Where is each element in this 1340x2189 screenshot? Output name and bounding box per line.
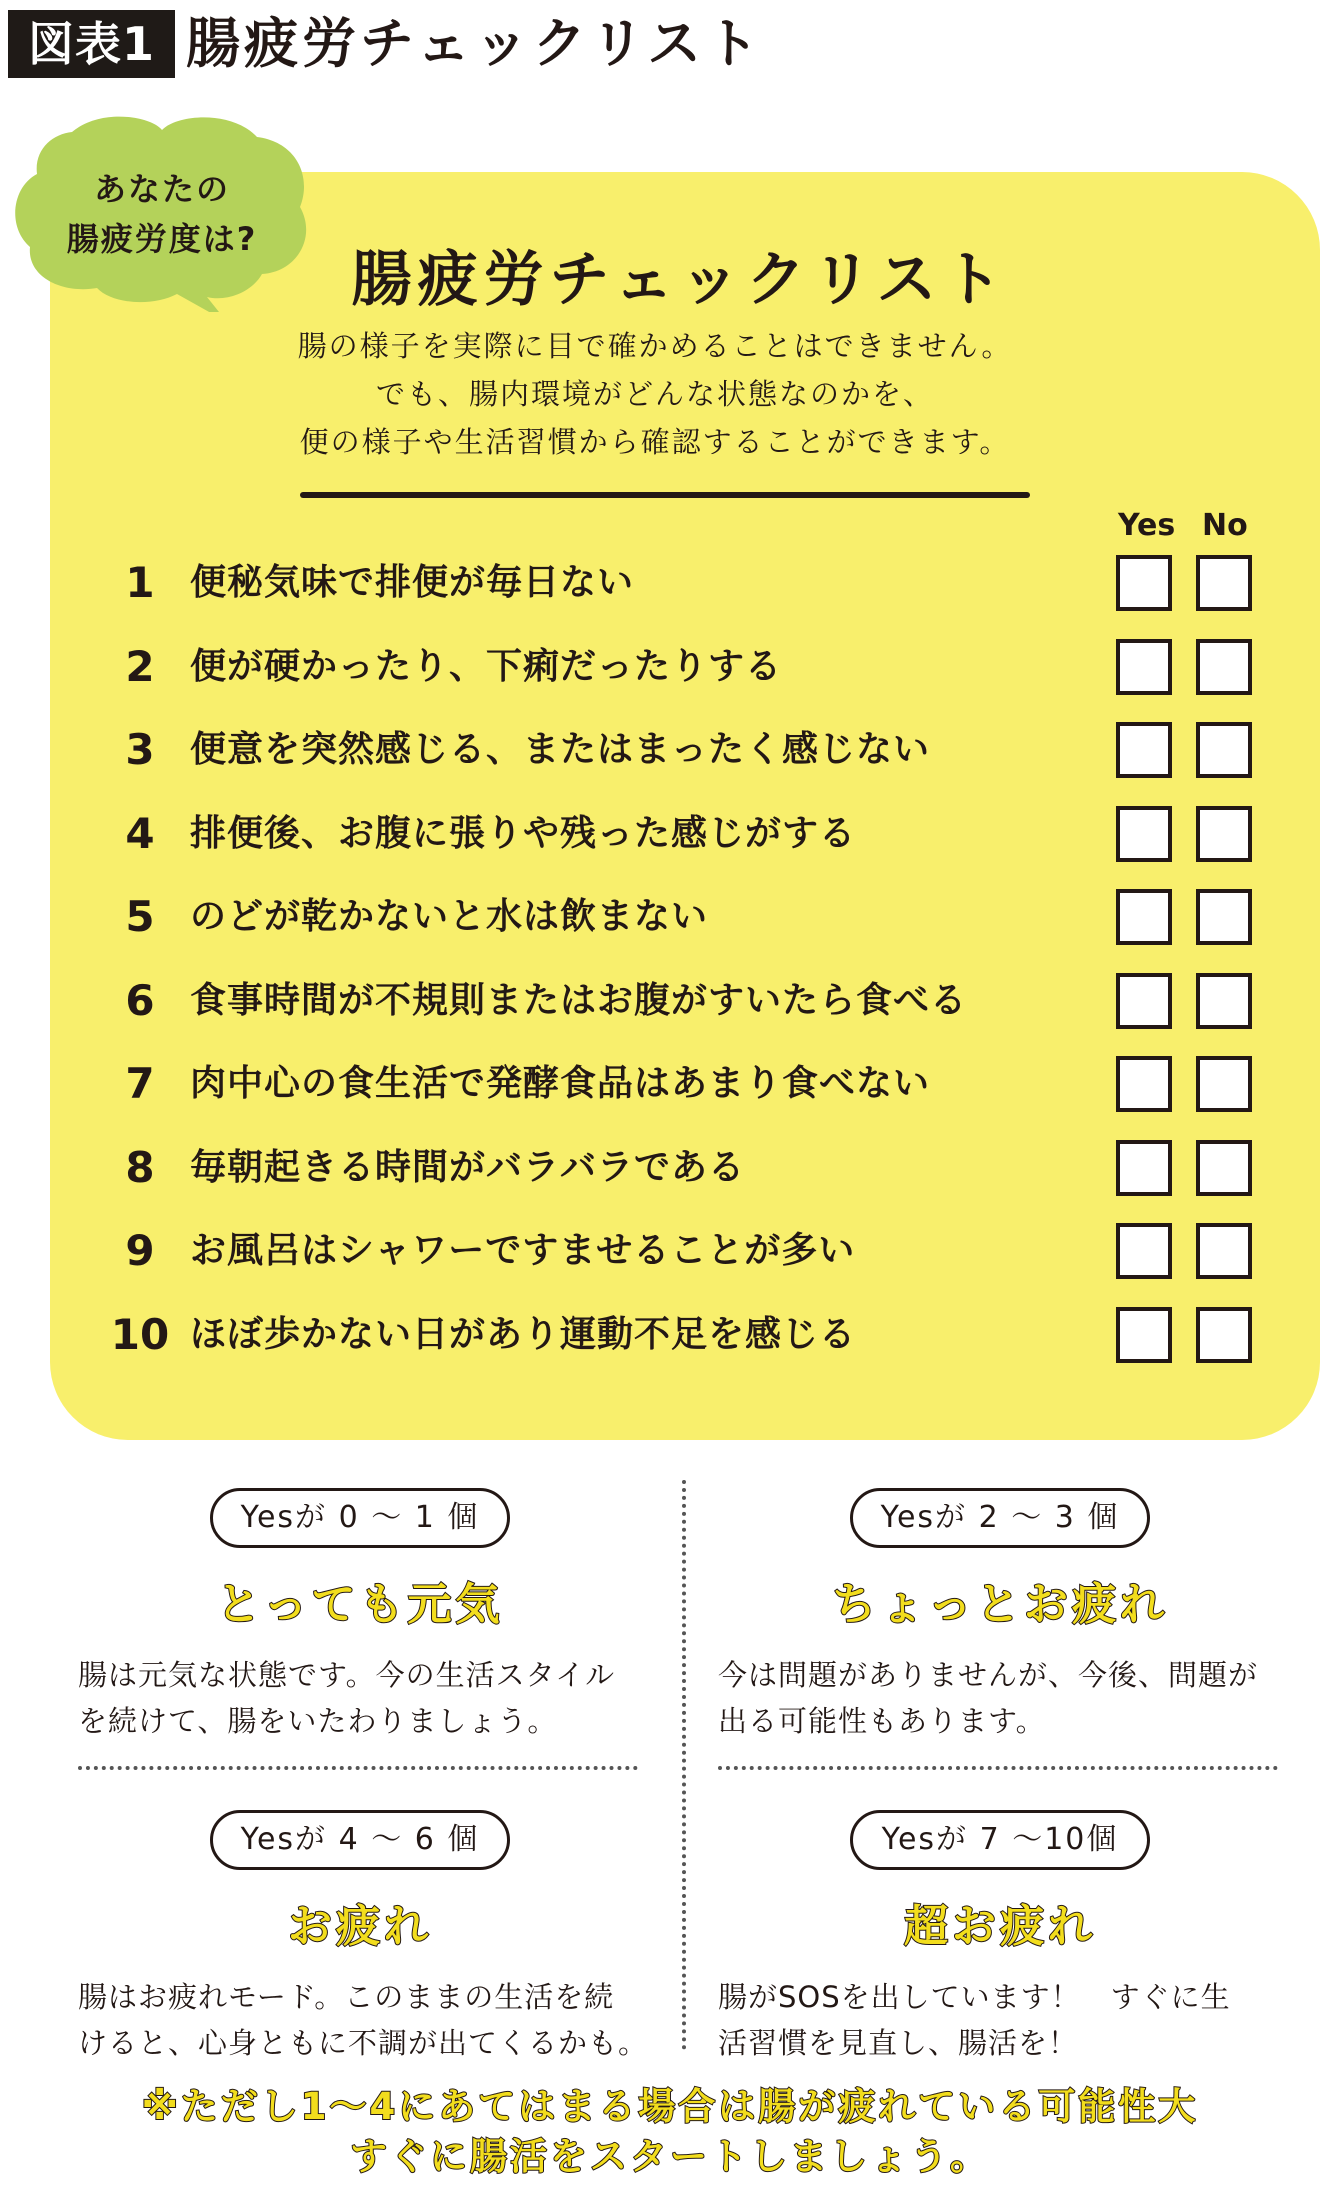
result-card [60, 1804, 660, 2104]
results-vertical-divider [682, 1480, 686, 2050]
bubble-line: 腸疲労度は? [66, 220, 258, 258]
result-card [700, 1804, 1300, 2104]
yes-checkbox[interactable] [1116, 889, 1172, 945]
result-range-badge: Yesが 0 ～ 1 個 [210, 1488, 510, 1548]
yes-checkbox[interactable] [1116, 1056, 1172, 1112]
no-checkbox[interactable] [1196, 1056, 1252, 1112]
yes-column-header: Yes [1118, 508, 1176, 543]
question-number: 10 [110, 1310, 170, 1359]
question-text: お風呂はシャワーですませることが多い [190, 1230, 856, 1271]
footnote-line: ※ただし1～4にあてはまる場合は腸が疲れている可能性大 [141, 2085, 1199, 2128]
question-number: 6 [125, 976, 155, 1025]
no-checkbox[interactable] [1196, 1223, 1252, 1279]
result-line: 活習慣を見直し、腸活を！ [718, 2026, 1079, 2060]
no-checkbox[interactable] [1196, 639, 1252, 695]
yes-checkbox[interactable] [1116, 555, 1172, 611]
no-checkbox[interactable] [1196, 722, 1252, 778]
result-description [718, 1974, 1298, 2066]
intro-line: 腸の様子を実際に目で確かめることはできません。 [297, 329, 1013, 363]
result-description [718, 1652, 1298, 1744]
no-checkbox[interactable] [1196, 889, 1252, 945]
result-heading: 超お疲れ [904, 1901, 1096, 1952]
question-row [100, 1300, 1260, 1370]
question-number: 7 [125, 1059, 155, 1108]
question-number: 9 [125, 1226, 155, 1275]
result-line: 腸は元気な状態です。今の生活スタイル [78, 1658, 616, 1692]
question-row [100, 632, 1260, 702]
result-line: けると、心身ともに不調が出てくるかも。 [78, 2026, 649, 2060]
question-text: 排便後、お腹に張りや残った感じがする [190, 813, 857, 854]
no-checkbox[interactable] [1196, 1140, 1252, 1196]
question-row [100, 1049, 1260, 1119]
result-line: 今は問題がありませんが、今後、問題が [718, 1658, 1259, 1692]
question-number: 5 [125, 892, 155, 941]
intro-line: でも、腸内環境がどんな状態なのかを、 [375, 377, 934, 411]
no-checkbox[interactable] [1196, 555, 1252, 611]
result-description [78, 1652, 658, 1744]
question-number: 8 [125, 1143, 155, 1192]
bubble-line: あなたの [93, 170, 230, 208]
yes-checkbox[interactable] [1116, 973, 1172, 1029]
no-checkbox[interactable] [1196, 973, 1252, 1029]
speech-bubble [12, 112, 312, 312]
result-heading: お疲れ [288, 1901, 432, 1952]
question-row [100, 799, 1260, 869]
question-number: 1 [125, 558, 155, 607]
footnote-line: すぐに腸活をスタートしましょう。 [350, 2135, 990, 2178]
question-text: 便意を突然感じる、またはまったく感じない [190, 729, 931, 770]
result-line: 出る可能性もあります。 [718, 1704, 1046, 1738]
question-row [100, 966, 1260, 1036]
question-text: ほぼ歩かない日があり運動不足を感じる [190, 1314, 857, 1355]
yes-checkbox[interactable] [1116, 1307, 1172, 1363]
result-line: を続けて、腸をいたわりましょう。 [78, 1704, 558, 1738]
figure-title: 腸疲労チェックリスト [186, 12, 764, 75]
no-checkbox[interactable] [1196, 1307, 1252, 1363]
footnote [0, 2082, 1340, 2182]
question-row [100, 1216, 1260, 1286]
question-row [100, 715, 1260, 785]
question-text: 食事時間が不規則またはお腹がすいたら食べる [190, 980, 968, 1021]
no-checkbox[interactable] [1196, 806, 1252, 862]
question-text: 毎朝起きる時間がバラバラである [190, 1147, 746, 1188]
checklist-title: 腸疲労チェックリスト [351, 245, 1009, 315]
no-column-header: No [1202, 508, 1248, 543]
title-divider [300, 492, 1030, 498]
yes-checkbox[interactable] [1116, 639, 1172, 695]
question-number: 2 [125, 642, 155, 691]
question-row [100, 882, 1260, 952]
question-row [100, 1133, 1260, 1203]
figure-label: 図表1 [8, 10, 175, 78]
yes-checkbox[interactable] [1116, 1140, 1172, 1196]
question-text: 便が硬かったり、下痢だったりする [190, 646, 783, 687]
result-range-badge: Yesが 2 ～ 3 個 [850, 1488, 1150, 1548]
question-text: 便秘気味で排便が毎日ない [190, 562, 635, 603]
result-line: 腸がSOSを出しています！ すぐに生 [718, 1980, 1231, 2014]
question-text: のどが乾かないと水は飲まない [190, 896, 709, 937]
speech-bubble-text [12, 164, 312, 264]
question-number: 4 [125, 809, 155, 858]
yes-checkbox[interactable] [1116, 1223, 1172, 1279]
result-range-badge: Yesが 4 ～ 6 個 [210, 1810, 510, 1870]
intro-line: 便の様子や生活習慣から確認することができます。 [299, 425, 1011, 459]
result-card [700, 1482, 1300, 1782]
result-range-badge: Yesが 7 ～10個 [850, 1810, 1150, 1870]
result-card [60, 1482, 660, 1782]
question-row [100, 548, 1260, 618]
yes-checkbox[interactable] [1116, 806, 1172, 862]
result-heading: とっても元気 [216, 1579, 504, 1630]
question-text: 肉中心の食生活で発酵食品はあまり食べない [190, 1063, 931, 1104]
intro-text [200, 322, 1110, 466]
result-description [78, 1974, 658, 2066]
question-number: 3 [125, 725, 155, 774]
result-heading: ちょっとお疲れ [832, 1579, 1168, 1630]
yes-checkbox[interactable] [1116, 722, 1172, 778]
result-line: 腸はお疲れモード。このままの生活を続 [78, 1980, 615, 2014]
